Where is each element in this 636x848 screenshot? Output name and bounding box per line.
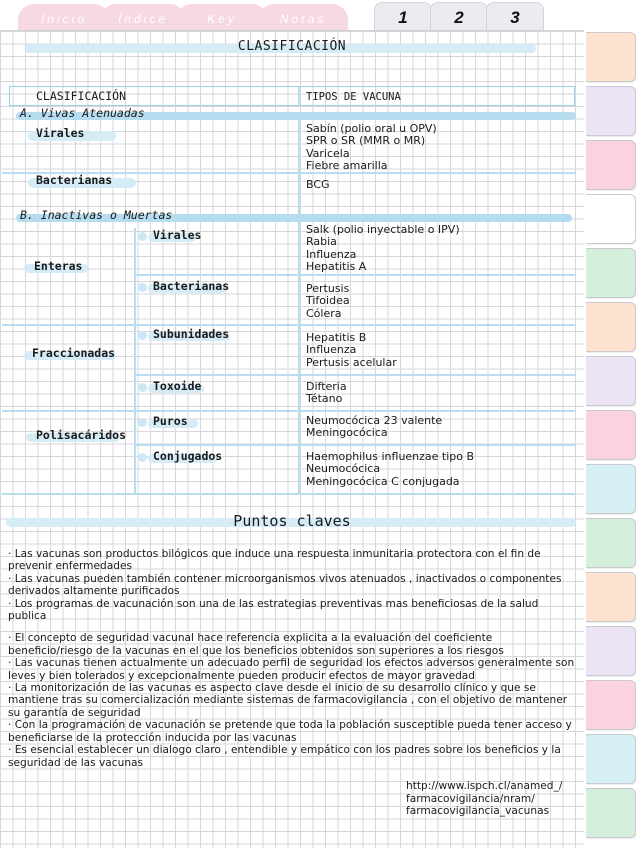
tab-page-2[interactable]: 2 xyxy=(430,2,488,32)
reference-link[interactable] xyxy=(406,780,562,818)
vaccine-item: Tétano xyxy=(306,392,343,406)
col-divider-b1 xyxy=(134,228,136,494)
row-fraccionadas: Fraccionadas xyxy=(32,346,116,360)
bullet-dot xyxy=(138,453,147,462)
side-tab-5[interactable] xyxy=(586,248,636,298)
row-divider xyxy=(2,324,576,326)
tab-key[interactable]: Key xyxy=(176,4,268,34)
row-enteras: Enteras xyxy=(34,259,83,273)
bullet-dot xyxy=(138,283,147,292)
virales-a-vaccines xyxy=(306,123,437,172)
vaccine-item: Neumocócica 23 valente xyxy=(306,414,443,427)
key-point: · Las vacunas son productos bilógicos que induce una respuesta inmunitaria protectora con el fin de prevenir enfermedades xyxy=(8,548,541,573)
side-tab-9[interactable] xyxy=(586,464,636,514)
vaccine-item: Influenza xyxy=(306,343,357,357)
header-divider xyxy=(298,86,300,106)
vaccine-item: Pertusis acelular xyxy=(306,355,397,369)
vaccine-item: Tifoidea xyxy=(306,294,350,308)
bacterianas-a-vaccines xyxy=(306,179,330,191)
page-title: CLASIFICACIÓN xyxy=(237,39,347,54)
vaccine-item: Salk (polio inyectable o IPV) xyxy=(306,223,460,236)
key-point: · Es esencial establecer un dialogo claro , entendible y empático con los padres sobre los beneficios y la seguridad de las vacunas xyxy=(8,744,561,769)
vaccine-item: Difteria xyxy=(306,380,347,393)
col-divider-a xyxy=(298,120,300,216)
bullet-dot xyxy=(138,418,147,427)
row-sub-virales: Virales xyxy=(153,228,202,242)
vaccine-item: Cólera xyxy=(306,306,342,320)
section-b-title: B. Inactivas o Muertas xyxy=(20,208,173,222)
top-tab-bar xyxy=(0,0,636,32)
side-tab-3[interactable] xyxy=(586,140,636,190)
reference-line: http://www.ispch.cl/anamed_/ xyxy=(406,780,563,792)
vaccine-item: Fiebre amarilla xyxy=(306,158,388,172)
header-tipos-de-vacuna: TIPOS DE VACUNA xyxy=(306,91,401,103)
key-point: · Las vacunas tienen actualmente un adecuado perfil de seguridad los efectos adversos generalmente son leves y bien tolerados y excepcionalmente pueden producir efectos de mayor gravedad xyxy=(8,657,575,682)
sub-subunidades-vaccines xyxy=(306,332,397,369)
row-divider xyxy=(136,274,576,276)
side-tab-8[interactable] xyxy=(586,410,636,460)
bullet-dot xyxy=(138,232,147,241)
sub-bacterianas-vaccines xyxy=(306,283,350,320)
tab-indice[interactable]: Índice xyxy=(100,4,186,34)
vaccine-item: Influenza xyxy=(306,247,357,261)
side-tab-10[interactable] xyxy=(586,518,636,568)
row-divider xyxy=(2,410,576,412)
bullet-dot xyxy=(138,331,147,340)
sub-virales-vaccines xyxy=(306,224,460,273)
header-clasificacion: CLASIFICACIÓN xyxy=(36,89,127,103)
tab-notas[interactable]: Notas xyxy=(258,4,348,34)
side-tab-14[interactable] xyxy=(586,734,636,784)
row-bacterianas-a: Bacterianas xyxy=(36,173,113,187)
tab-page-1[interactable]: 1 xyxy=(374,2,432,32)
side-tab-2[interactable] xyxy=(586,86,636,136)
side-tab-15[interactable] xyxy=(586,788,636,838)
row-sub-bacterianas: Bacterianas xyxy=(153,279,230,293)
row-sub-toxoide: Toxoide xyxy=(153,379,202,393)
reference-line: farmacovigilancia/nram/ xyxy=(406,792,535,805)
row-sub-subunidades: Subunidades xyxy=(153,327,230,341)
key-point: · Con la programación de vacunación se pretende que toda la población susceptible pueda tener acceso y beneficiarse de la protección inducida por las vacunas xyxy=(8,719,572,744)
side-tab-13[interactable] xyxy=(586,680,636,730)
vaccine-item: BCG xyxy=(306,178,330,191)
row-sub-conjugados: Conjugados xyxy=(153,449,223,463)
vaccine-item: Haemophilus influenzae tipo B xyxy=(306,450,475,463)
sub-conjugados-vaccines xyxy=(306,451,474,488)
vaccine-item: Pertusis xyxy=(306,282,350,295)
col-divider-b2 xyxy=(298,222,300,494)
sub-puros-vaccines xyxy=(306,415,442,440)
sub-toxoide-vaccines xyxy=(306,381,347,406)
key-point: · Los programas de vacunación son una de las estrategias preventivas mas beneficiosas de la salud publica xyxy=(8,597,539,623)
vaccine-item: Meningocócica xyxy=(306,426,388,440)
side-tab-12[interactable] xyxy=(586,626,636,676)
vaccine-item: Rabia xyxy=(306,235,337,249)
side-tab-11[interactable] xyxy=(586,572,636,622)
tab-inicio[interactable]: Inicio xyxy=(18,4,110,34)
key-point: · Las vacunas pueden también contener microorganismos vivos atenuados , inactivados o componentes derivados altamente purificados xyxy=(8,572,562,598)
row-divider xyxy=(136,444,576,446)
tab-page-3[interactable]: 3 xyxy=(486,2,544,32)
reference-line: farmacovigilancia_vacunas xyxy=(406,805,550,818)
key-points-list xyxy=(8,548,576,769)
key-point: · El concepto de seguridad vacunal hace referencia explicita a la evaluación del coeficiente beneficio/riesgo de la vacunas en el que los beneficios obtenidos son superiores a los riesgos xyxy=(8,632,504,657)
vaccine-item: Hepatitis B xyxy=(306,331,367,344)
table-bottom-border xyxy=(2,493,576,495)
vaccine-item: Neumocócica xyxy=(306,462,381,476)
bullet-dot xyxy=(138,383,147,392)
side-tab-4-active[interactable] xyxy=(586,194,636,244)
puntos-claves-title: Puntos claves xyxy=(233,512,351,530)
row-sub-puros: Puros xyxy=(153,414,188,428)
vaccine-item: Varicela xyxy=(306,146,350,160)
vaccine-item: Sabín (polio oral u OPV) xyxy=(306,122,437,135)
side-tab-bar xyxy=(584,30,636,848)
vaccine-item: SPR o SR (MMR o MR) xyxy=(306,134,426,148)
key-point: · La monitorización de las vacunas es aspecto clave desde el inicio de su desarrollo clínico y que se mantiene tras su comercialización mediante sistemas de farmacovigilancia , con el objetivo de mantener su garantía de seguridad xyxy=(8,682,568,719)
side-tab-6[interactable] xyxy=(586,302,636,352)
side-tab-1[interactable] xyxy=(586,32,636,82)
row-polisacaridos: Polisacáridos xyxy=(36,428,127,442)
vaccine-item: Hepatitis A xyxy=(306,259,367,273)
row-divider xyxy=(136,374,576,376)
row-virales-a: Virales xyxy=(36,126,85,140)
section-a-title: A. Vivas Atenuadas xyxy=(20,106,145,120)
side-tab-7[interactable] xyxy=(586,356,636,406)
vaccine-item: Meningocócica C conjugada xyxy=(306,474,460,488)
